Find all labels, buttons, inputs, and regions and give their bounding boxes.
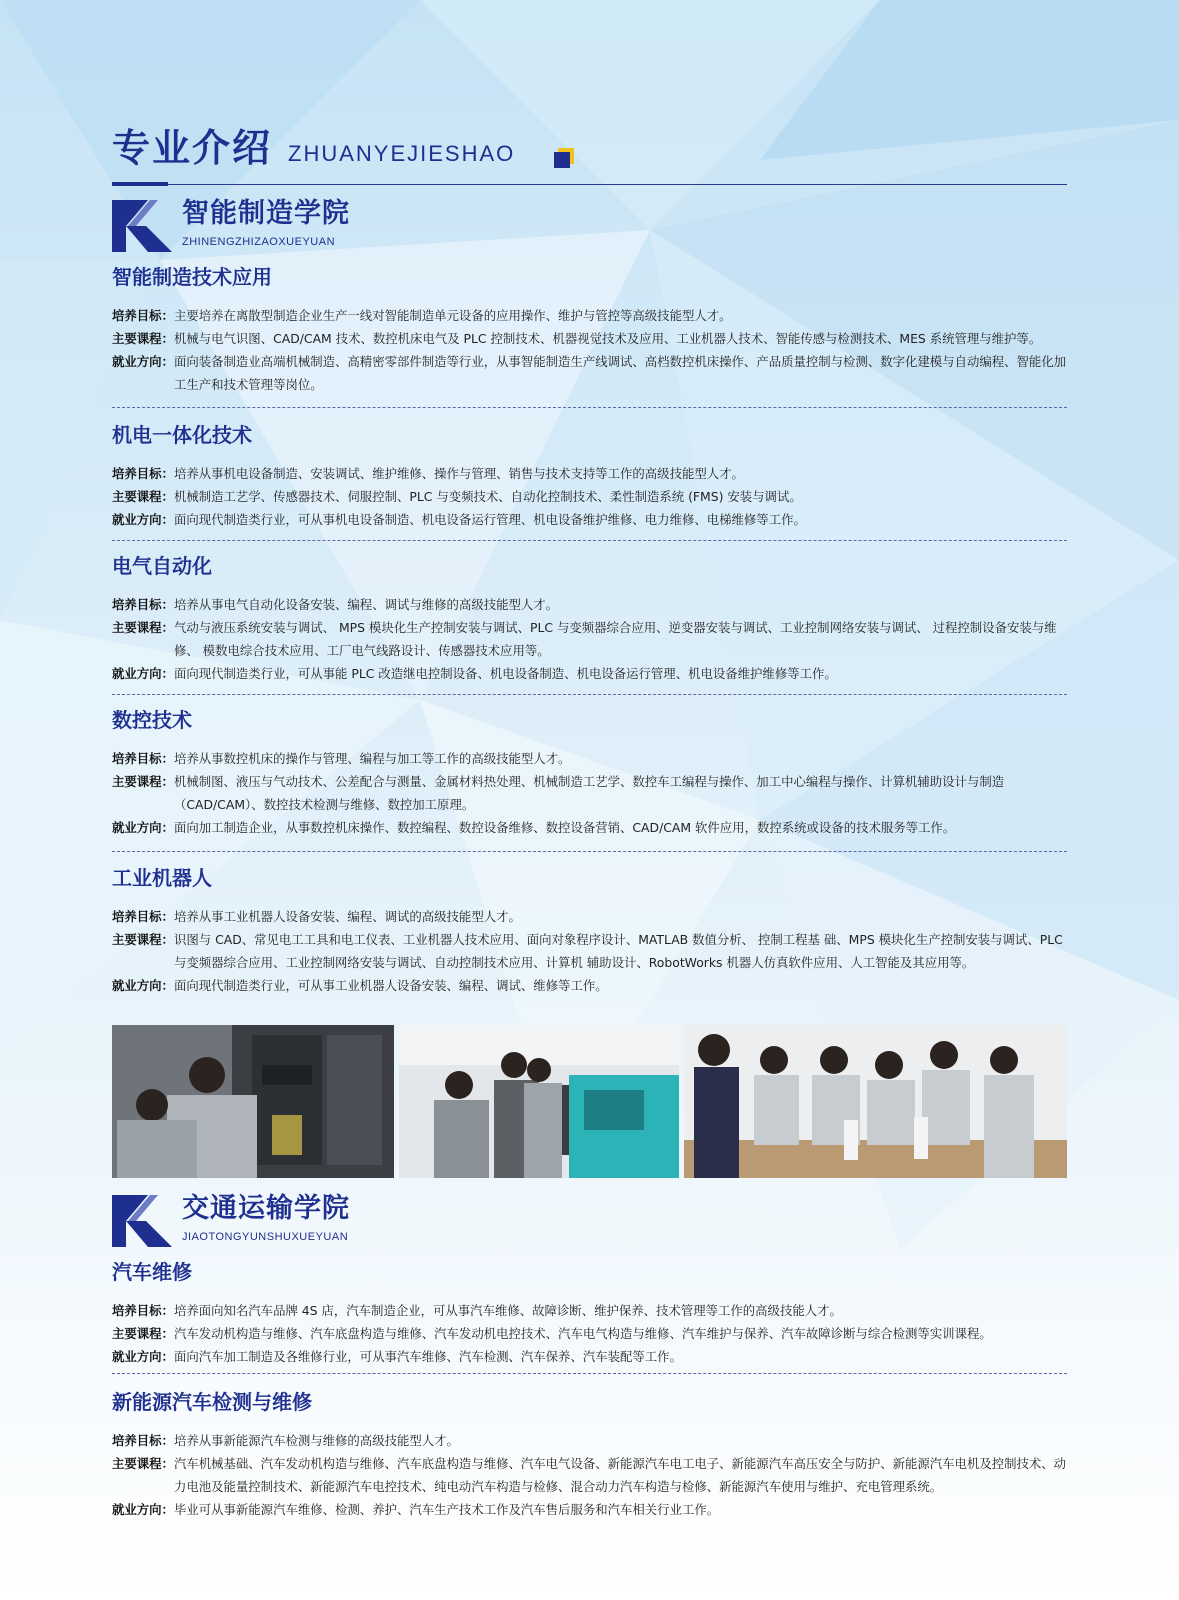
row-text: 毕业可从事新能源汽车维修、检测、养护、汽车生产技术工作及汽车售后服务和汽车相关行业工作。 — [173, 1502, 720, 1517]
row-text: 汽车机械基础、汽车发动机构造与维修、汽车底盘构造与维修、汽车电气设备、新能源汽车电工电子、新能源汽车高压安全与防护、新能源汽车电机及控制技术、动力电池及能量控制技术、新能源汽车电控技术、纯电动汽车构造与检修、混合动力汽车构造与检修、新能源汽车使用与维护、充电管理系统。 — [173, 1456, 1067, 1494]
major-row-goal — [112, 304, 1067, 327]
major-title: 智能制造技术应用 — [112, 265, 272, 289]
major-section — [112, 420, 1067, 531]
row-label: 就业方向： — [112, 1502, 174, 1517]
row-label: 就业方向： — [112, 354, 174, 369]
row-text: 识图与 CAD、常见电工工具和电工仪表、工业机器人技术应用、面向对象程序设计、MATLAB 数值分析、 控制工程基 础、MPS 模块化生产控制安装与调试、PLC 与变频器综合应用、工业控制网络安装与调试、自动控制技术应用、计算机 辅助设计、RobotWorks 机器人仿真软件应用、人工智能及其应用等。 — [173, 932, 1063, 970]
row-text: 机械与电气识图、CAD/CAM 技术、数控机床电气及 PLC 控制技术、机器视觉技术及应用、工业机器人技术、智能传感与检测技术、MES 系统管理与维护等。 — [173, 331, 1042, 346]
page-title: 专业介绍 — [112, 126, 273, 170]
major-row-employment — [112, 662, 1067, 685]
row-text: 面向现代制造类行业，可从事机电设备制造、机电设备运行管理、机电设备维护维修、电力维修、电梯维修等工作。 — [173, 512, 806, 527]
major-row-employment — [112, 974, 1067, 997]
header-rule-accent — [112, 182, 168, 186]
college-pinyin: JIAOTONGYUNSHUXUEYUAN — [182, 1231, 349, 1243]
row-label: 就业方向： — [112, 512, 174, 527]
college-heading-transportation — [112, 1193, 512, 1249]
row-label: 就业方向： — [112, 820, 174, 835]
major-row-employment — [112, 1498, 1067, 1521]
row-label: 培养目标： — [112, 909, 174, 924]
college-name: 智能制造学院 — [182, 198, 350, 229]
major-row-goal — [112, 1299, 1067, 1322]
row-label: 培养目标： — [112, 1433, 174, 1448]
row-text: 机械制图、液压与气动技术、公差配合与测量、金属材料热处理、机械制造工艺学、数控车工编程与操作、加工中心编程与操作、计算机辅助设计与制造（CAD/CAM）、数控技术检测与维修、数控加工原理。 — [173, 774, 1005, 812]
photo-strip — [112, 1025, 1067, 1178]
row-text: 面向装备制造业高端机械制造、高精密零部件制造等行业，从事智能制造生产线调试、高档数控机床操作、产品质量控制与检测、数字化建模与自动编程、智能化加工生产和技术管理等岗位。 — [173, 354, 1067, 392]
row-label: 培养目标： — [112, 466, 174, 481]
row-label: 主要课程： — [112, 1326, 174, 1341]
photo-cnc-lab — [399, 1025, 679, 1178]
section-divider — [112, 407, 1067, 408]
major-title: 电气自动化 — [112, 554, 212, 578]
row-text: 机械制造工艺学、传感器技术、伺服控制、PLC 与变频技术、自动化控制技术、柔性制造系统 (FMS) 安装与调试。 — [173, 489, 802, 504]
row-text: 面向汽车加工制造及各维修行业，可从事汽车维修、汽车检测、汽车保养、汽车装配等工作。 — [173, 1349, 682, 1364]
major-section — [112, 863, 1067, 997]
major-row-goal — [112, 593, 1067, 616]
major-row-courses — [112, 616, 1067, 662]
college-pinyin: ZHINENGZHIZAOXUEYUAN — [182, 236, 336, 248]
row-label: 主要课程： — [112, 331, 174, 346]
row-label: 主要课程： — [112, 489, 174, 504]
row-text: 主要培养在离散型制造企业生产一线对智能制造单元设备的应用操作、维护与管控等高级技能型人才。 — [173, 308, 732, 323]
college-heading-intelligent-manufacturing — [112, 198, 512, 254]
major-title: 数控技术 — [112, 708, 192, 732]
section-divider — [112, 851, 1067, 852]
major-section — [112, 705, 1067, 839]
major-row-courses — [112, 327, 1067, 350]
row-text: 培养从事新能源汽车检测与维修的高级技能型人才。 — [173, 1433, 459, 1448]
row-text: 培养从事工业机器人设备安装、编程、调试的高级技能型人才。 — [173, 909, 521, 924]
row-text: 培养面向知名汽车品牌 4S 店，汽车制造企业，可从事汽车维修、故障诊断、维护保养、技术管理等工作的高级技能人才。 — [173, 1303, 842, 1318]
row-label: 主要课程： — [112, 774, 174, 789]
major-title: 机电一体化技术 — [112, 423, 252, 447]
section-divider — [112, 1373, 1067, 1374]
section-divider — [112, 694, 1067, 695]
major-section — [112, 551, 1067, 685]
row-label: 培养目标： — [112, 751, 174, 766]
major-section — [112, 1387, 1067, 1521]
major-row-employment — [112, 350, 1067, 396]
row-text: 气动与液压系统安装与调试、 MPS 模块化生产控制安装与调试、PLC 与变频器综合应用、逆变器安装与调试、工业控制网络安装与调试、 过程控制设备安装与维修、 模数电综合技术应用、工厂电气线路设计、传感器技术应用等。 — [173, 620, 1057, 658]
row-label: 培养目标： — [112, 1303, 174, 1318]
major-row-goal — [112, 747, 1067, 770]
major-row-goal — [112, 905, 1067, 928]
major-title: 汽车维修 — [112, 1260, 192, 1284]
major-row-courses — [112, 928, 1067, 974]
row-text: 面向现代制造类行业，可从事工业机器人设备安装、编程、调试、维修等工作。 — [173, 978, 608, 993]
row-label: 就业方向： — [112, 666, 174, 681]
major-row-courses — [112, 485, 1067, 508]
row-text: 培养从事机电设备制造、安装调试、维护维修、操作与管理、销售与技术支持等工作的高级技能型人才。 — [173, 466, 744, 481]
major-row-employment — [112, 508, 1067, 531]
row-label: 主要课程： — [112, 932, 174, 947]
square-accent-icon — [554, 148, 574, 168]
page-header — [112, 128, 1067, 190]
major-section — [112, 262, 1067, 396]
row-label: 培养目标： — [112, 308, 174, 323]
photo-robotics-lab — [684, 1025, 1067, 1178]
major-title: 新能源汽车检测与维修 — [112, 1390, 312, 1414]
row-label: 就业方向： — [112, 1349, 174, 1364]
major-title: 工业机器人 — [112, 866, 212, 890]
major-row-employment — [112, 1345, 1067, 1368]
row-text: 汽车发动机构造与维修、汽车底盘构造与维修、汽车发动机电控技术、汽车电气构造与维修、汽车维护与保养、汽车故障诊断与综合检测等实训课程。 — [173, 1326, 992, 1341]
photo-electrical-lab — [112, 1025, 394, 1178]
row-label: 主要课程： — [112, 1456, 174, 1471]
major-row-goal — [112, 1429, 1067, 1452]
row-text: 面向加工制造企业，从事数控机床操作、数控编程、数控设备维修、数控设备营销、CAD/CAM 软件应用，数控系统或设备的技术服务等工作。 — [173, 820, 956, 835]
major-row-employment — [112, 816, 1067, 839]
major-row-goal — [112, 462, 1067, 485]
college-k-logo-icon — [112, 200, 172, 252]
header-rule — [112, 184, 1067, 185]
row-label: 就业方向： — [112, 978, 174, 993]
row-text: 面向现代制造类行业，可从事能 PLC 改造继电控制设备、机电设备制造、机电设备运行管理、机电设备维护维修等工作。 — [173, 666, 837, 681]
page-title-pinyin: ZHUANYEJIESHAO — [288, 141, 516, 166]
row-label: 主要课程： — [112, 620, 174, 635]
major-row-courses — [112, 1322, 1067, 1345]
major-section — [112, 1257, 1067, 1368]
row-text: 培养从事数控机床的操作与管理、编程与加工等工作的高级技能型人才。 — [173, 751, 571, 766]
college-k-logo-icon — [112, 1195, 172, 1247]
row-label: 培养目标： — [112, 597, 174, 612]
row-text: 培养从事电气自动化设备安装、编程、调试与维修的高级技能型人才。 — [173, 597, 559, 612]
major-row-courses — [112, 1452, 1067, 1498]
college-name: 交通运输学院 — [182, 1193, 350, 1224]
section-divider — [112, 540, 1067, 541]
major-row-courses — [112, 770, 1067, 816]
